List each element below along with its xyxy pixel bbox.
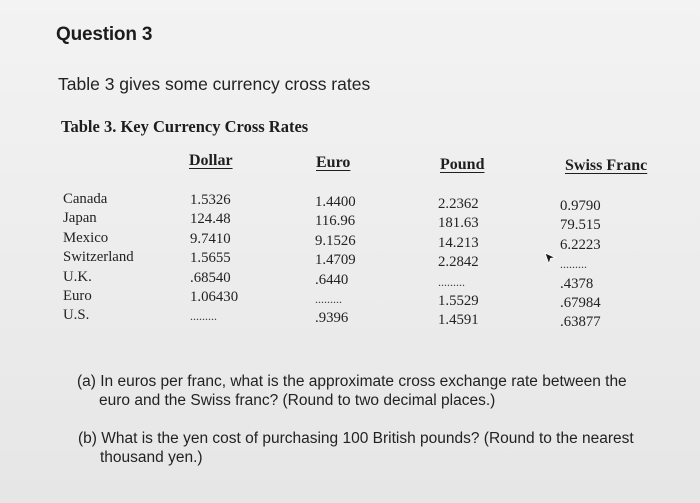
column-header-euro: Euro	[316, 154, 351, 171]
dollar-rate-cell: 9.7410	[190, 230, 231, 247]
question-title: Question 3	[56, 24, 153, 45]
euro-column	[315, 193, 356, 329]
dollar-rate-cell: .68540	[190, 269, 231, 286]
column-header-swiss-franc: Swiss Franc	[565, 157, 648, 174]
swiss-franc-rate-cell: 6.2223	[560, 236, 601, 253]
question-part-b-line: (b) What is the yen cost of purchasing 100 British pounds? (Round to the nearest	[78, 430, 634, 447]
table-title: Table 3. Key Currency Cross Rates	[61, 117, 309, 136]
dollar-rate-cell: 124.48	[190, 211, 231, 228]
pound-rate-cell: 1.5529	[438, 292, 479, 309]
dollar-column	[190, 191, 238, 327]
swiss-franc-rate-cell: .67984	[560, 294, 601, 311]
pound-rate-cell: .........	[438, 274, 465, 289]
column-header-dollar: Dollar	[189, 152, 233, 169]
pound-rate-cell: 181.63	[438, 215, 479, 232]
euro-rate-cell: 1.4709	[315, 252, 356, 269]
question-part-b	[78, 429, 678, 467]
mouse-pointer-icon	[544, 252, 556, 266]
country-cell: Mexico	[63, 229, 109, 246]
question-part-a-line: (a) In euros per franc, what is the approximate cross exchange rate between the	[77, 373, 627, 390]
swiss-franc-rate-cell: .4378	[560, 275, 594, 292]
country-cell: U.K.	[63, 268, 92, 285]
euro-rate-cell: .9396	[315, 310, 349, 327]
pound-rate-cell: 14.213	[438, 234, 479, 251]
euro-rate-cell: .........	[315, 291, 342, 306]
question-part-a	[77, 372, 677, 410]
swiss-franc-rate-cell: 0.9790	[560, 198, 601, 214]
pound-column	[438, 195, 479, 331]
country-cell: Canada	[63, 191, 108, 207]
dollar-rate-cell: .........	[190, 309, 217, 324]
country-cell: Switzerland	[63, 249, 134, 266]
dollar-rate-cell: 1.5326	[190, 192, 231, 208]
country-cell: Japan	[63, 210, 97, 227]
column-header-pound: Pound	[440, 156, 485, 173]
question-part-a-line: euro and the Swiss franc? (Round to two decimal places.)	[99, 392, 496, 409]
question-part-b-line: thousand yen.)	[100, 449, 203, 466]
dollar-rate-cell: 1.5655	[190, 250, 231, 267]
swiss-franc-rate-cell: .63877	[560, 314, 601, 331]
swiss-franc-rate-cell: 79.515	[560, 217, 601, 234]
pound-rate-cell: 2.2362	[438, 196, 479, 212]
country-cell: U.S.	[63, 307, 90, 324]
pound-rate-cell: 2.2842	[438, 254, 479, 271]
dollar-rate-cell: 1.06430	[190, 288, 239, 305]
question-intro: Table 3 gives some currency cross rates	[58, 74, 371, 94]
euro-rate-cell: 1.4400	[315, 194, 356, 210]
country-column	[63, 190, 134, 326]
swiss-franc-rate-cell: .........	[560, 257, 587, 272]
swiss-franc-column	[560, 197, 601, 333]
euro-rate-cell: 116.96	[315, 213, 356, 230]
euro-rate-cell: .6440	[315, 271, 349, 288]
euro-rate-cell: 9.1526	[315, 232, 356, 249]
country-cell: Euro	[63, 287, 92, 304]
pound-rate-cell: 1.4591	[438, 312, 479, 329]
